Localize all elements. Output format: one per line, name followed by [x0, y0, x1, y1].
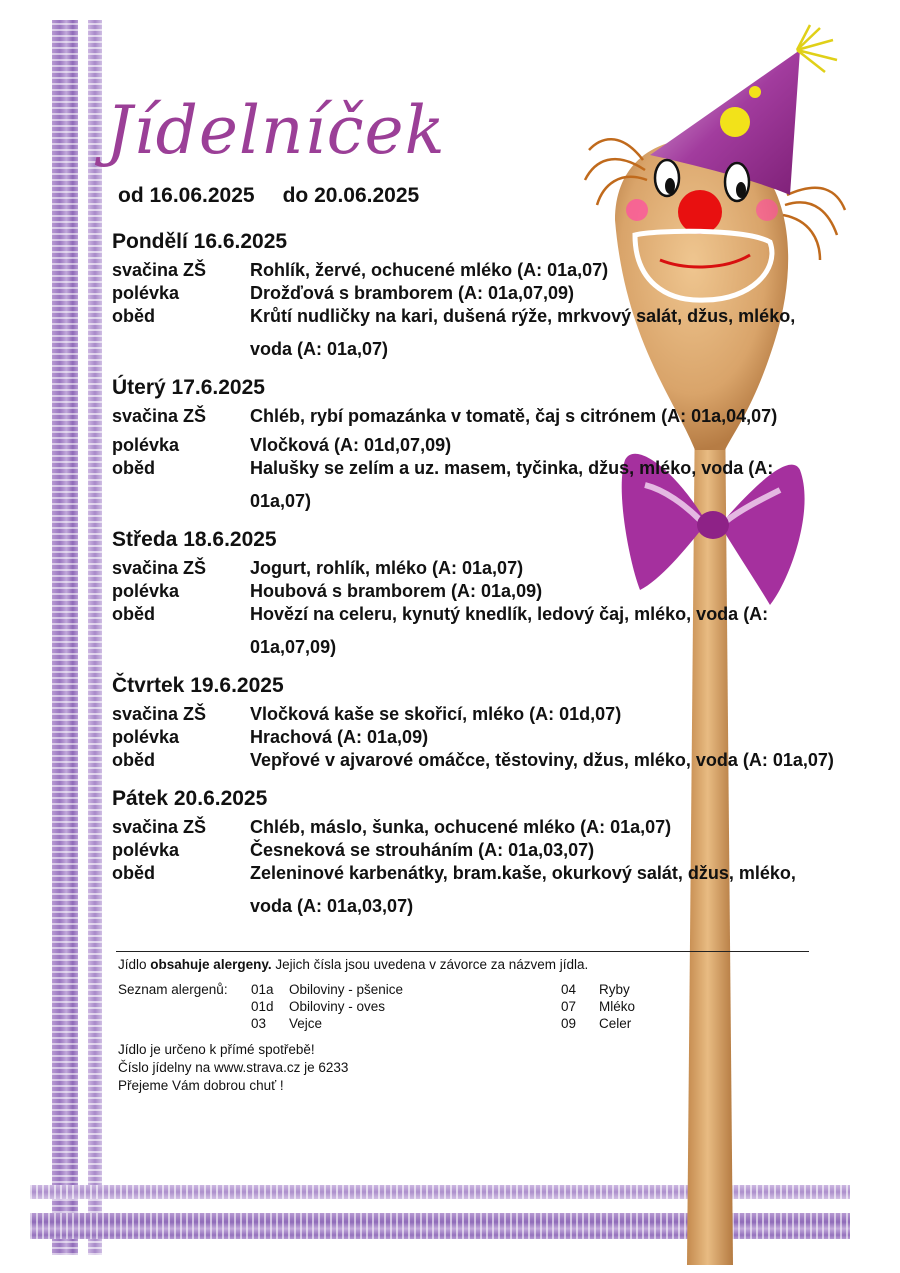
meal-text: Česneková se strouháním (A: 01a,03,07)	[250, 840, 595, 860]
meal-text: Hovězí na celeru, kynutý knedlík, ledový čaj, mléko, voda (A: 01a,07,09)	[250, 604, 769, 657]
meal-label: oběd	[112, 306, 155, 326]
allergen-code: 04	[561, 982, 577, 997]
allergen-code: 01d	[251, 999, 274, 1014]
meal-label: polévka	[112, 435, 180, 455]
meal-lunch	[112, 457, 837, 518]
day-monday	[112, 229, 837, 366]
allergen-footer	[118, 957, 818, 1095]
clown-nose	[678, 190, 722, 234]
date-to: do 20.06.2025	[282, 184, 420, 207]
meal-label: polévka	[112, 283, 180, 303]
meal-label: polévka	[112, 727, 180, 747]
day-header: Středa 18.6.2025	[112, 528, 277, 551]
meal-snack	[112, 259, 837, 281]
allergen-name: Obiloviny - oves	[289, 999, 386, 1014]
meal-lunch	[112, 862, 837, 923]
day-wednesday	[112, 527, 837, 664]
meal-label: oběd	[112, 863, 155, 883]
clown-cheek-right	[756, 199, 778, 221]
allergen-column-right	[561, 982, 699, 1031]
allergen-code: 07	[561, 999, 577, 1014]
day-thursday	[112, 673, 837, 777]
meal-snack	[112, 405, 837, 433]
hat-pompom	[797, 25, 837, 72]
clown-eye-right	[725, 163, 749, 201]
allergen-name: Mléko	[599, 999, 636, 1014]
notice-bold: obsahuje alergeny.	[150, 957, 272, 972]
allergen-code: 01a	[251, 982, 274, 997]
meal-label: polévka	[112, 581, 180, 601]
meal-text: Vločková (A: 01d,07,09)	[250, 435, 452, 455]
page-title: Jídelníček	[106, 92, 446, 169]
meal-label: svačina ZŠ	[112, 260, 207, 280]
meal-snack	[112, 557, 837, 579]
meal-lunch	[112, 305, 837, 366]
hat-dot-large	[720, 107, 750, 137]
notice-suffix: Jejich čísla jsou uvedena v závorce za názvem jídla.	[275, 957, 589, 972]
hat-dot-small	[749, 86, 761, 98]
meal-snack	[112, 816, 837, 838]
meal-label: oběd	[112, 750, 155, 770]
canteen-number-note: Číslo jídelny na www.strava.cz je 6233	[118, 1060, 349, 1075]
allergen-name: Vejce	[289, 1016, 323, 1031]
day-header: Úterý 17.6.2025	[112, 376, 265, 399]
meal-text: Drožďová s bramborem (A: 01a,07,09)	[250, 283, 575, 303]
meal-label: oběd	[112, 458, 155, 478]
meal-label: svačina ZŠ	[112, 817, 207, 837]
allergen-code: 09	[561, 1016, 577, 1031]
day-friday	[112, 786, 837, 923]
woven-ribbon-left	[52, 20, 78, 1255]
allergen-column-left	[251, 982, 469, 1031]
meal-text: Chléb, rybí pomazánka v tomatě, čaj s citrónem (A: 01a,04,07)	[250, 406, 778, 426]
notice-prefix: Jídlo	[118, 957, 147, 972]
meal-lunch	[112, 603, 837, 664]
footer-divider	[116, 951, 809, 952]
bon-appetit-note: Přejeme Vám dobrou chuť !	[118, 1078, 284, 1093]
meal-snack	[112, 703, 837, 725]
meal-text: Halušky se zelím a uz. masem, tyčinka, džus, mléko, voda (A: 01a,07)	[250, 458, 774, 511]
meal-label: polévka	[112, 840, 180, 860]
meal-label: svačina ZŠ	[112, 704, 207, 724]
meal-label: svačina ZŠ	[112, 558, 207, 578]
day-header: Pátek 20.6.2025	[112, 787, 268, 810]
meal-text: Vločková kaše se skořicí, mléko (A: 01d,07)	[250, 704, 622, 724]
allergen-list	[118, 982, 818, 1031]
date-from: od 16.06.2025	[118, 184, 255, 207]
allergen-name: Celer	[599, 1016, 632, 1031]
allergen-list-label: Seznam alergenů:	[118, 982, 228, 997]
meal-text: Hrachová (A: 01a,09)	[250, 727, 429, 747]
allergen-notice	[118, 957, 818, 972]
meal-text: Vepřové v ajvarové omáčce, těstoviny, džus, mléko, voda (A: 01a,07)	[250, 750, 834, 770]
clown-cheek-left	[626, 199, 648, 221]
allergen-name: Obiloviny - pšenice	[289, 982, 404, 997]
allergen-code: 03	[251, 1016, 267, 1031]
date-range	[118, 184, 419, 208]
direct-consumption-note: Jídlo je určeno k přímé spotřebě!	[118, 1042, 315, 1057]
meal-text: Zeleninové karbenátky, bram.kaše, okurkový salát, džus, mléko, voda (A: 01a,03,07)	[250, 863, 796, 916]
day-header: Pondělí 16.6.2025	[112, 230, 288, 253]
meal-label: oběd	[112, 604, 155, 624]
meal-text: Krůtí nudličky na kari, dušená rýže, mrkvový salát, džus, mléko, voda (A: 01a,07)	[250, 306, 796, 359]
meal-text: Jogurt, rohlík, mléko (A: 01a,07)	[250, 558, 524, 578]
meal-text: Rohlík, žervé, ochucené mléko (A: 01a,07)	[250, 260, 609, 280]
menu-days	[112, 229, 837, 932]
woven-ribbon-left-thin	[88, 20, 102, 1255]
meal-lunch	[112, 749, 837, 777]
meal-text: Chléb, máslo, šunka, ochucené mléko (A: 01a,07)	[250, 817, 672, 837]
day-tuesday	[112, 375, 837, 518]
meal-text: Houbová s bramborem (A: 01a,09)	[250, 581, 543, 601]
day-header: Čtvrtek 19.6.2025	[112, 674, 284, 697]
meal-label: svačina ZŠ	[112, 406, 207, 426]
footer-notes	[118, 1041, 818, 1095]
allergen-name: Ryby	[599, 982, 630, 997]
